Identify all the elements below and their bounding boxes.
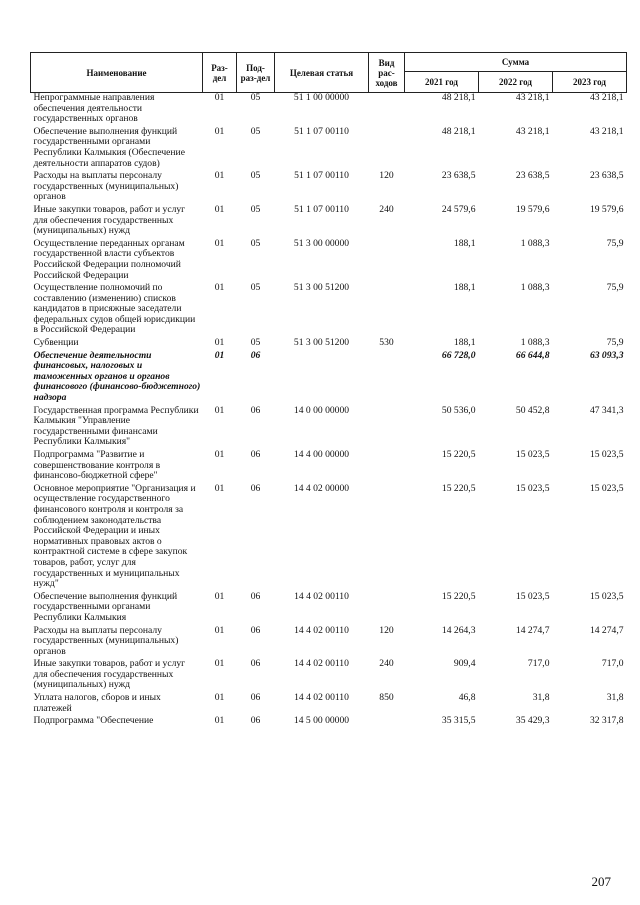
cell-vid: 120 — [379, 624, 394, 636]
table-row — [31, 693, 627, 716]
cell-razdel: 01 — [214, 449, 225, 460]
cell-2022: 1 088,3 — [520, 237, 550, 249]
cell-2023: 14 274,7 — [589, 624, 624, 636]
table-row — [31, 351, 627, 406]
cell-name: Обеспечение выполнения функций государственными органами Республики Калмыкия — [33, 590, 178, 623]
cell-vid — [369, 716, 405, 729]
cell-2021: 24 579,6 — [441, 203, 476, 215]
cell-2021: 35 315,5 — [441, 715, 476, 727]
cell-podrazdel: 06 — [250, 624, 261, 636]
cell-2021: 188,1 — [453, 237, 476, 249]
cell-podrazdel: 05 — [250, 170, 261, 182]
cell-name: Подпрограмма "Обеспечение — [33, 715, 154, 727]
table-row — [31, 205, 627, 239]
cell-razdel: 01 — [214, 658, 225, 670]
table-row — [31, 406, 627, 450]
cell-2022: 50 452,8 — [515, 404, 550, 416]
cell-2023: 19 579,6 — [589, 203, 624, 215]
cell-podrazdel: 05 — [250, 203, 261, 215]
cell-podrazdel: 05 — [250, 92, 261, 103]
table-row — [31, 450, 627, 484]
cell-target: 51 3 00 51200 — [293, 282, 350, 294]
cell-podrazdel: 05 — [250, 125, 261, 137]
cell-target: 14 4 02 00110 — [294, 692, 349, 704]
cell-2022: 14 274,7 — [515, 624, 550, 636]
cell-2022: 43 218,1 — [515, 92, 550, 103]
cell-2023: 75,9 — [606, 237, 624, 249]
cell-2022: 23 638,5 — [515, 170, 550, 182]
cell-2021: 14 264,3 — [441, 624, 476, 636]
cell-podrazdel: 06 — [250, 715, 261, 727]
cell-name: Расходы на выплаты персоналу государственных (муниципальных) органов — [33, 624, 179, 657]
cell-2022: 35 429,3 — [515, 715, 550, 727]
cell-target: 14 0 00 00000 — [293, 404, 350, 416]
cell-razdel: 01 — [214, 692, 225, 704]
cell-2023: 15 023,5 — [589, 590, 624, 602]
cell-name: Государственная программа Республики Калмыкия "Управление государственными финансами Республики Калмыкия" — [33, 404, 199, 448]
cell-razdel: 01 — [214, 337, 225, 349]
header-name: Наименование — [31, 53, 203, 93]
cell-razdel: 01 — [214, 404, 225, 416]
cell-2023: 717,0 — [601, 658, 624, 670]
cell-podrazdel: 06 — [250, 349, 261, 361]
cell-vid — [369, 450, 405, 484]
cell-vid — [369, 239, 405, 283]
header-2022: 2022 год — [479, 72, 553, 93]
cell-2022: 1 088,3 — [520, 337, 550, 349]
cell-name: Иные закупки товаров, работ и услуг для обеспечения государственных (муниципальных) нужд — [33, 203, 186, 237]
table-row — [31, 283, 627, 338]
cell-razdel: 01 — [214, 237, 225, 249]
page-number: 207 — [591, 874, 611, 889]
cell-razdel: 01 — [214, 482, 225, 494]
cell-2021: 50 536,0 — [441, 404, 476, 416]
cell-2021: 46,8 — [458, 692, 476, 704]
cell-2021: 15 220,5 — [441, 482, 476, 494]
cell-target: 14 4 02 00110 — [294, 658, 349, 670]
cell-vid — [369, 351, 405, 406]
header-vid: Вид рас-ходов — [369, 53, 405, 93]
cell-name: Уплата налогов, сборов и иных платежей — [33, 692, 161, 714]
table-row — [31, 592, 627, 626]
cell-2023: 32 317,8 — [589, 715, 624, 727]
budget-table — [30, 52, 627, 729]
cell-vid: 850 — [379, 692, 394, 704]
cell-name: Расходы на выплаты персоналу государственных (муниципальных) органов — [33, 170, 179, 203]
cell-2023: 75,9 — [606, 337, 624, 349]
cell-vid: 240 — [379, 658, 394, 670]
cell-podrazdel: 06 — [250, 482, 261, 494]
cell-name: Основное мероприятие "Организация и осуществление государственного финансового контроля и контроля за соблюдением законодательства Российской Федерации и иных нормативных правовых актов о контрактной системе в сфере закупок товаров, работ, услуг для государственных и муниципальных нужд" — [33, 482, 196, 590]
cell-razdel: 01 — [214, 125, 225, 137]
cell-razdel: 01 — [214, 282, 225, 294]
cell-target: 51 3 00 51200 — [293, 337, 350, 349]
cell-vid — [369, 406, 405, 450]
table-row — [31, 93, 627, 127]
cell-podrazdel: 06 — [250, 404, 261, 416]
table-row — [31, 171, 627, 205]
cell-2022: 15 023,5 — [515, 482, 550, 494]
table-row — [31, 484, 627, 592]
cell-name: Осуществление переданных органам государственной власти субъектов Российской Федерации полномочий Российской Федерации — [33, 237, 185, 281]
header-2023: 2023 год — [553, 72, 627, 93]
header-sum: Сумма — [405, 53, 627, 72]
cell-2021: 66 728,0 — [441, 349, 476, 361]
cell-podrazdel: 06 — [250, 692, 261, 704]
cell-vid — [369, 592, 405, 626]
cell-vid — [369, 93, 405, 127]
cell-target: 51 1 00 00000 — [293, 92, 350, 103]
cell-2023: 15 023,5 — [589, 449, 624, 460]
cell-razdel: 01 — [214, 349, 225, 361]
header-podrazdel: Под-раз-дел — [237, 53, 275, 93]
cell-2023: 75,9 — [606, 282, 624, 294]
cell-2022: 15 023,5 — [515, 590, 550, 602]
cell-2023: 63 093,3 — [589, 349, 624, 361]
cell-target: 51 1 07 00110 — [294, 170, 349, 182]
cell-podrazdel: 05 — [250, 337, 261, 349]
cell-vid: 530 — [379, 337, 394, 349]
cell-target: 14 4 02 00000 — [293, 482, 350, 494]
header-target: Целевая статья — [275, 53, 369, 93]
cell-2021: 15 220,5 — [441, 449, 476, 460]
cell-2021: 48 218,1 — [441, 125, 476, 137]
cell-2023: 43 218,1 — [589, 125, 624, 137]
cell-name: Иные закупки товаров, работ и услуг для обеспечения государственных (муниципальных) нужд — [33, 658, 186, 691]
cell-razdel: 01 — [214, 203, 225, 215]
cell-target: 14 4 02 00110 — [294, 624, 349, 636]
cell-podrazdel: 06 — [250, 658, 261, 670]
cell-razdel: 01 — [214, 590, 225, 602]
cell-2021: 188,1 — [453, 282, 476, 294]
cell-name: Субвенции — [33, 337, 79, 349]
header-razdel: Раз-дел — [203, 53, 237, 93]
cell-razdel: 01 — [214, 715, 225, 727]
cell-2021: 48 218,1 — [441, 92, 476, 103]
table-row — [31, 659, 627, 693]
table-row — [31, 127, 627, 171]
cell-vid: 120 — [379, 170, 394, 182]
cell-razdel: 01 — [214, 92, 225, 103]
cell-target: 51 3 00 00000 — [293, 237, 350, 249]
cell-2021: 188,1 — [453, 337, 476, 349]
table-body — [31, 93, 627, 729]
cell-target: 14 4 00 00000 — [293, 449, 350, 460]
cell-name: Подпрограмма "Развитие и совершенствование контроля в финансово-бюджетной сфере" — [33, 449, 161, 482]
cell-vid — [369, 283, 405, 338]
cell-2021: 909,4 — [453, 658, 476, 670]
cell-2022: 43 218,1 — [515, 125, 550, 137]
table-header — [31, 53, 627, 93]
cell-name: Обеспечение деятельности финансовых, налоговых и таможенных органов и органов финансового (финансово-бюджетного) надзора — [33, 349, 201, 404]
cell-razdel: 01 — [214, 624, 225, 636]
cell-target: 51 1 07 00110 — [294, 125, 349, 137]
cell-2023: 43 218,1 — [589, 92, 624, 103]
cell-vid — [369, 484, 405, 592]
cell-name: Непрограммные направления обеспечения деятельности государственных органов — [33, 92, 155, 125]
cell-podrazdel: 06 — [250, 590, 261, 602]
table-row — [31, 239, 627, 283]
cell-2022: 1 088,3 — [520, 282, 550, 294]
cell-2021: 23 638,5 — [441, 170, 476, 182]
cell-2021: 15 220,5 — [441, 590, 476, 602]
cell-vid — [369, 127, 405, 171]
table-row — [31, 338, 627, 351]
cell-2023: 47 341,3 — [589, 404, 624, 416]
cell-target: 14 4 02 00110 — [294, 590, 349, 602]
cell-target: 51 1 07 00110 — [294, 203, 349, 215]
cell-2022: 66 644,8 — [515, 349, 550, 361]
cell-2023: 15 023,5 — [589, 482, 624, 494]
table-row — [31, 626, 627, 660]
cell-2023: 31,8 — [606, 692, 624, 704]
cell-vid: 240 — [379, 203, 394, 215]
table-row — [31, 716, 627, 729]
cell-2022: 31,8 — [532, 692, 550, 704]
cell-2022: 19 579,6 — [515, 203, 550, 215]
cell-2022: 717,0 — [527, 658, 550, 670]
cell-2023: 23 638,5 — [589, 170, 624, 182]
cell-razdel: 01 — [214, 170, 225, 182]
cell-2022: 15 023,5 — [515, 449, 550, 460]
budget-table-page — [30, 52, 626, 729]
cell-podrazdel: 05 — [250, 237, 261, 249]
cell-podrazdel: 06 — [250, 449, 261, 460]
cell-name: Осуществление полномочий по составлению (изменению) списков кандидатов в присяжные заседатели федеральных судов общей юрисдикции в Российской Федерации — [33, 282, 196, 336]
cell-podrazdel: 05 — [250, 282, 261, 294]
header-2021: 2021 год — [405, 72, 479, 93]
cell-target: 14 5 00 00000 — [293, 715, 350, 727]
cell-name: Обеспечение выполнения функций государственными органами Республики Калмыкия (Обеспечение деятельности аппаратов судов) — [33, 125, 185, 169]
cell-target — [275, 351, 369, 406]
